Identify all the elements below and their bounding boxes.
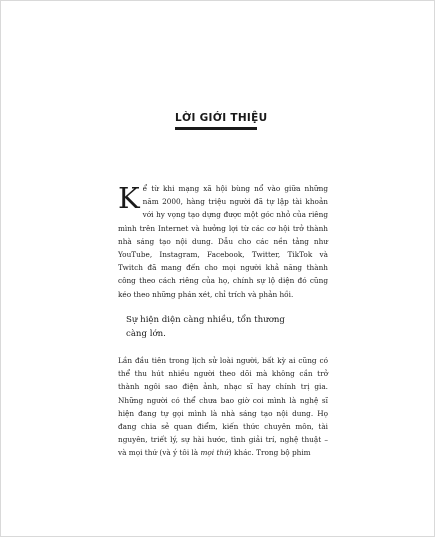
paragraph-2-italic: mọi thứ bbox=[200, 448, 229, 458]
page-title: LỜI GIỚI THIỆU bbox=[175, 112, 268, 124]
paragraph-2-text-end: ) khác. Trong bộ phim bbox=[228, 448, 311, 458]
paragraph-2 bbox=[118, 354, 328, 460]
pull-quote: Sự hiện diện càng nhiều, tổn thương càng lớn. bbox=[126, 315, 285, 340]
paragraph-1-text: ể từ khi mạng xã hội bùng nổ vào giữa những năm 2000, hàng triệu người đã tự lập tài khoản với hy vọng tạo dựng được một góc nhỏ của riêng mình trên Internet và hưởng lợi từ các cơ hội trở thành nhà sáng tạo nội dung. Dẫu cho các nền tảng như YouTube, Instagram, Facebook, Twitter, TikTok và Twitch đã mang đến cho mọi người khả năng thành công theo cách riêng của họ, chính sự lộ diện đó cũng kéo theo những phán xét, chỉ trích và phản hồi. bbox=[118, 184, 328, 299]
drop-cap: K bbox=[118, 181, 140, 215]
title-underline bbox=[175, 127, 257, 130]
paragraph-2-text-start: Lần đầu tiên trong lịch sử loài người, bất kỳ ai cũng có thể thu hút nhiều người theo dõi mà không cần trở thành ngôi sao điện ảnh, nhạc sĩ hay chính trị gia. Những người có thể chưa bao giờ coi mình là nghệ sĩ hiện đang tự gọi mình là nhà sáng tạo nội dung. Họ đang chia sẻ quan điểm, kiến thức chuyên môn, tài nguyên, triết lý, sự hài hước, tình giải trí, nghệ thuật – và mọi thứ (và ý tôi là bbox=[118, 356, 328, 458]
paragraph-1 bbox=[118, 182, 328, 301]
